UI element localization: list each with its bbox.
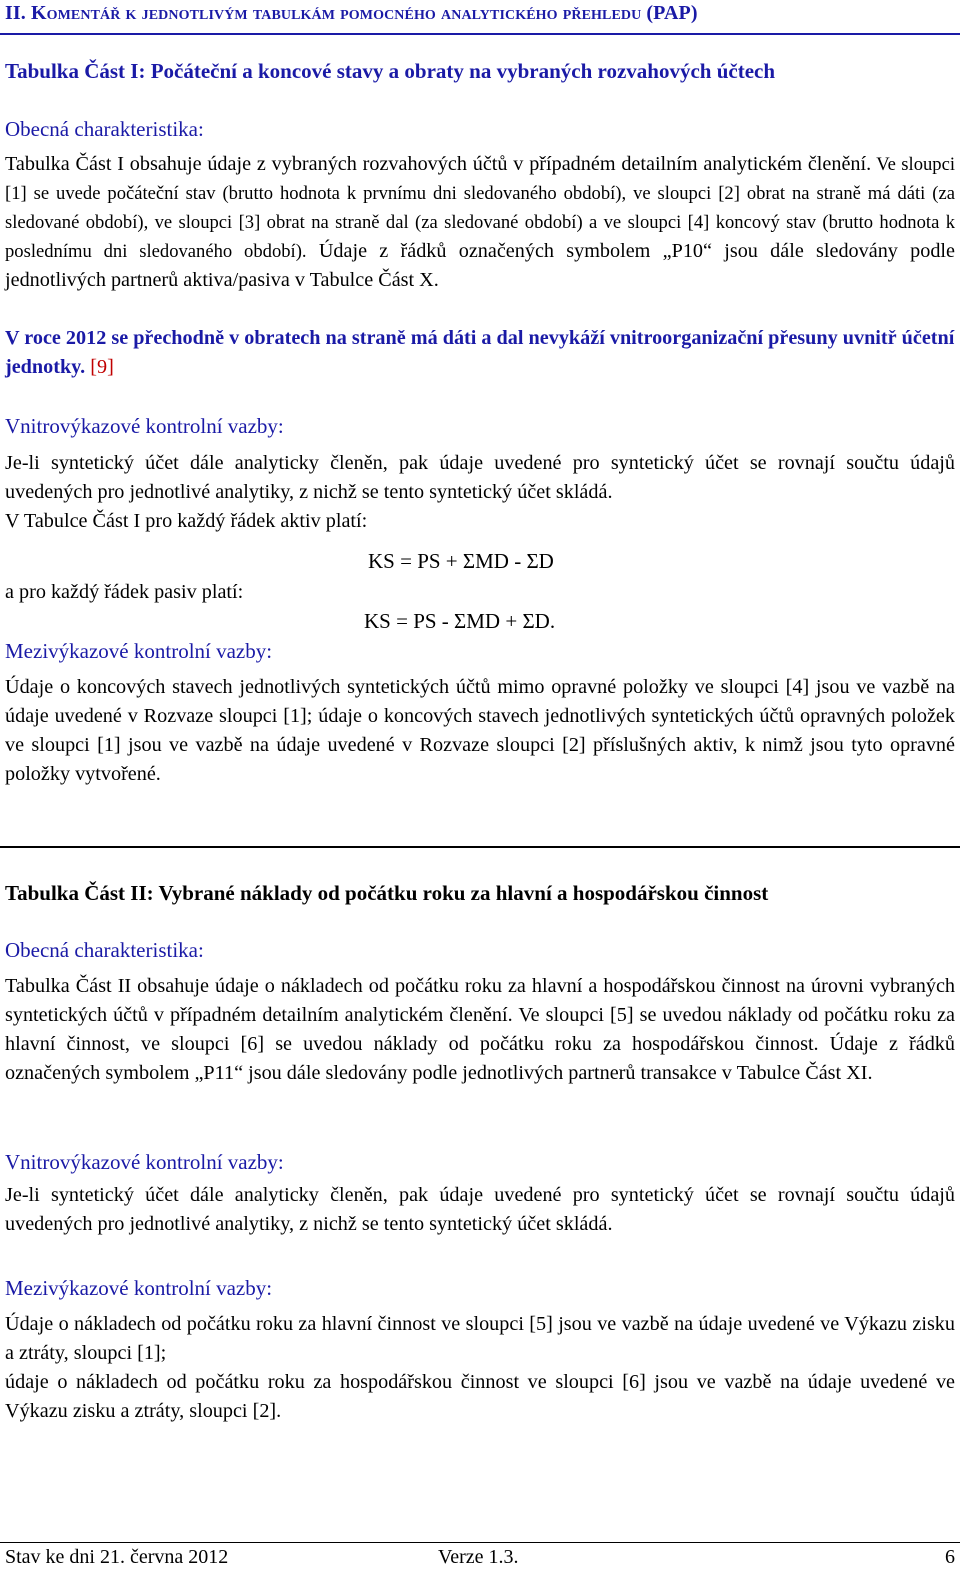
formula-liabilities: KS = PS - ΣMD + ΣD.: [364, 609, 556, 633]
part1-intra-paragraph: Je-li syntetický účet dále analyticky členěn, pak údaje uvedené pro syntetický účet se rovnají součtu údajů uvedených pro jednotlivé analytiky, z nichž se tento syntetický účet skládá.: [5, 452, 955, 503]
part1-general-text-c: Údaje z řádků označených symbolem „P10“ jsou dále sledovány podle jednotlivých partnerů aktiva/pasiva v Tabulce Část X.: [5, 240, 956, 291]
chapter-heading: II. Komentář k jednotlivým tabulkám pomocného analytického přehledu (PAP): [5, 2, 698, 24]
part2-inter-paragraph-1: Údaje o nákladech od počátku roku za hlavní činnost ve sloupci [5] jsou ve vazbě na údaje uvedené ve Výkazu zisku a ztráty, sloupci [1];: [5, 1313, 955, 1364]
part1-note-reference: [9]: [85, 356, 114, 378]
part2-general-label: Obecná charakteristika:: [5, 938, 204, 962]
part1-general-text-a: Tabulka Část I obsahuje údaje z vybraných rozvahových účtů v případném detailním analytickém členění.: [5, 153, 872, 175]
section-divider: [0, 846, 960, 848]
part2-heading: Tabulka Část II: Vybrané náklady od počátku roku za hlavní a hospodářskou činnost: [5, 881, 769, 905]
part1-inter-label: Mezivýkazové kontrolní vazby:: [5, 639, 273, 663]
heading-rule: [0, 33, 960, 35]
part1-transition-note: [5, 324, 955, 382]
part1-inter-paragraph: Údaje o koncových stavech jednotlivých syntetických účtů mimo opravné položky ve sloupci [4] jsou ve vazbě na údaje uvedené v Rozvaze sloupci [1]; údaje o koncových stavech jednotlivých syntetických účtů opravných položek ve sloupci [1] jsou ve vazbě na údaje uvedené v Rozvaze sloupci [2] příslušných aktiv, k nimž jsou tyto opravné položky vytvořené.: [5, 676, 955, 785]
part1-heading: Tabulka Část I: Počáteční a koncové stavy a obraty na vybraných rozvahových účtech: [5, 59, 776, 83]
part2-inter-label: Mezivýkazové kontrolní vazby:: [5, 1276, 273, 1300]
part1-general-label: Obecná charakteristika:: [5, 117, 204, 141]
part2-inter-paragraph-2: údaje o nákladech od počátku roku za hospodářskou činnost ve sloupci [6] jsou ve vazbě na údaje uvedené ve Výkazu zisku a ztráty, sloupci [2].: [5, 1371, 955, 1422]
footer-date: Stav ke dni 21. června 2012: [5, 1546, 229, 1568]
part2-intra-label: Vnitrovýkazové kontrolní vazby:: [5, 1150, 284, 1174]
part1-intra-assets-rule: V Tabulce Část I pro každý řádek aktiv platí:: [5, 510, 368, 532]
part1-general-paragraph: [5, 150, 955, 295]
part1-intra-liabilities-rule: a pro každý řádek pasiv platí:: [5, 581, 244, 603]
part2-general-paragraph: Tabulka Část II obsahuje údaje o nákladech od počátku roku za hlavní a hospodářskou činnost na úrovni vybraných syntetických účtů v případném detailním analytickém členění. Ve sloupci [5] se uvedou náklady od počátku roku za hlavní činnost, ve sloupci [6] se uvedou náklady od počátku roku za hospodářskou činnost. Údaje z řádků označených symbolem „P11“ jsou dále sledovány podle jednotlivých partnerů transakce v Tabulce Část XI.: [5, 975, 955, 1084]
part1-general-text-b: Ve sloupci [1] se uvede počáteční stav (brutto hodnota k prvnímu dni sledovaného období), ve sloupci [2] obrat na straně má dáti (za sledované období), ve sloupci [3] obrat na straně dal (za sledované období) a ve sloupci [4] koncový stav (brutto hodnota k poslednímu dni sledovaného období).: [5, 154, 956, 262]
part2-intra-paragraph: Je-li syntetický účet dále analyticky členěn, pak údaje uvedené pro syntetický účet se rovnají součtu údajů uvedených pro jednotlivé analytiky, z nichž se tento syntetický účet skládá.: [5, 1184, 955, 1235]
part1-intra-label: Vnitrovýkazové kontrolní vazby:: [5, 414, 284, 438]
footer-version: Verze 1.3.: [438, 1546, 519, 1568]
part1-note-text: V roce 2012 se přechodně v obratech na straně má dáti a dal nevykáží vnitroorganizační přesuny uvnitř účetní jednotky.: [5, 327, 955, 378]
footer-page-number: 6: [945, 1546, 955, 1568]
footer-rule: [0, 1542, 960, 1543]
formula-assets: KS = PS + ΣMD - ΣD: [368, 549, 554, 573]
